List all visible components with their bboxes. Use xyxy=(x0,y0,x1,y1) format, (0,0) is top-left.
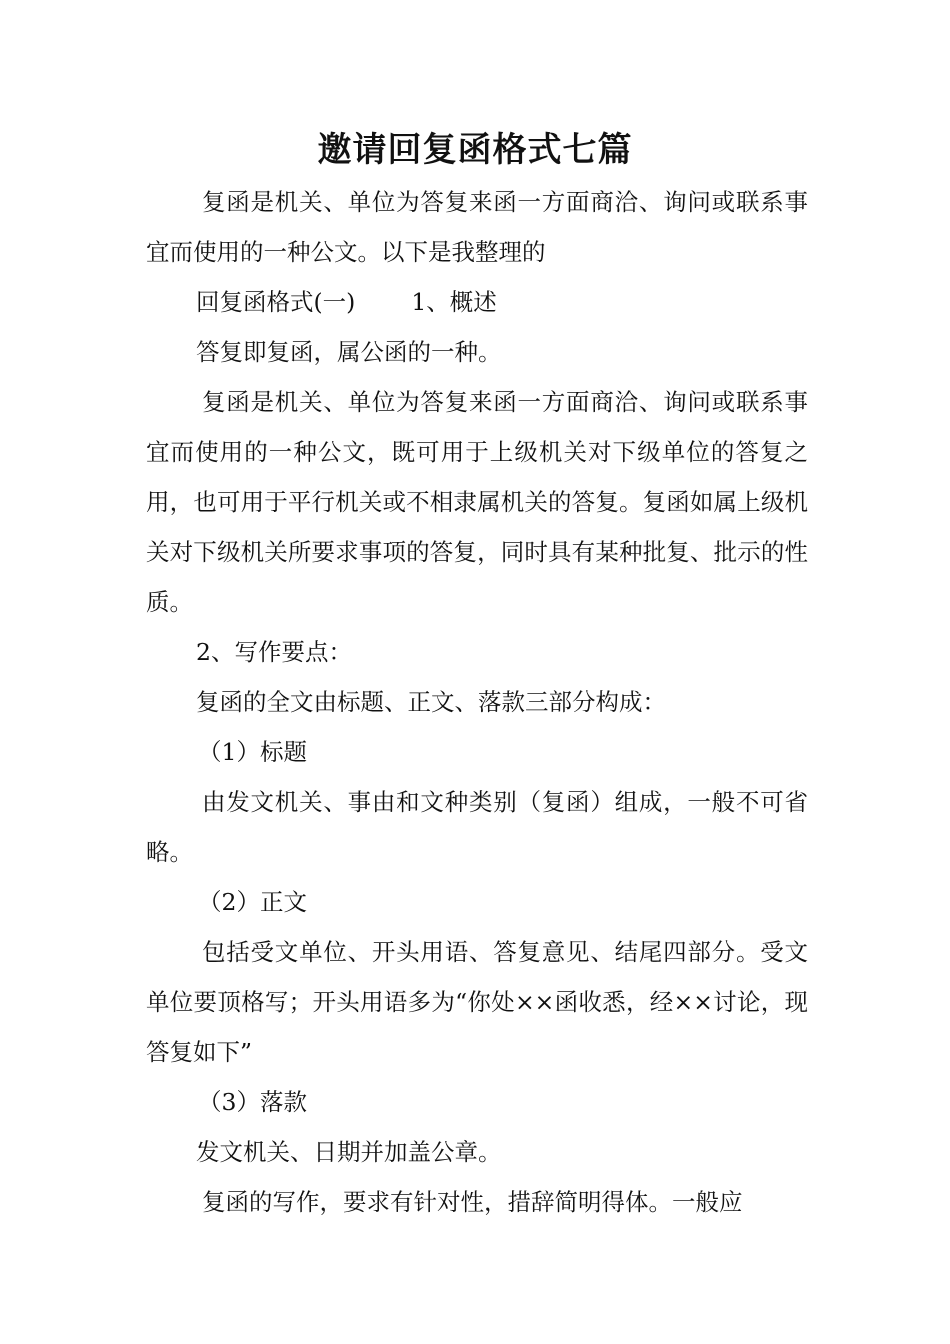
paragraph-writing-requirements: 复函的写作，要求有针对性，措辞简明得体。一般应 xyxy=(202,1188,743,1216)
paragraph-heading-signature: （3）落款 xyxy=(198,1088,307,1116)
paragraph-writing-points: 2、写作要点： xyxy=(196,638,352,666)
paragraph-signature-desc: 发文机关、日期并加盖公章。 xyxy=(196,1138,502,1166)
page-title: 邀请回复函格式七篇 xyxy=(317,130,633,170)
paragraph-body-desc: 包括受文单位、开头用语、答复意见、结尾四部分。受文单位要顶格写；开头用语多为“你处××函收悉，经××讨论，现答复如下” xyxy=(146,938,808,1066)
paragraph-definition: 答复即复函，属公函的一种。 xyxy=(196,338,502,366)
paragraph-heading-title: （1）标题 xyxy=(198,738,307,766)
paragraph-structure: 复函的全文由标题、正文、落款三部分构成： xyxy=(196,688,666,716)
section-heading-label: 回复函格式(一) xyxy=(196,288,356,316)
subsection-heading-overview: 1、概述 xyxy=(411,288,497,316)
paragraph-section-heading xyxy=(146,277,808,327)
document-body xyxy=(146,177,808,1227)
paragraph-intro: 复函是机关、单位为答复来函一方面商洽、询问或联系事宜而使用的一种公文。以下是我整理的 xyxy=(146,188,808,266)
paragraph-title-desc: 由发文机关、事由和文种类别（复函）组成，一般不可省略。 xyxy=(146,788,808,866)
paragraph-description: 复函是机关、单位为答复来函一方面商洽、询问或联系事宜而使用的一种公文，既可用于上级机关对下级单位的答复之用，也可用于平行机关或不相隶属机关的答复。复函如属上级机关对下级机关所要求事项的答复，同时具有某种批复、批示的性质。 xyxy=(146,388,808,616)
paragraph-heading-body: （2）正文 xyxy=(198,888,307,916)
